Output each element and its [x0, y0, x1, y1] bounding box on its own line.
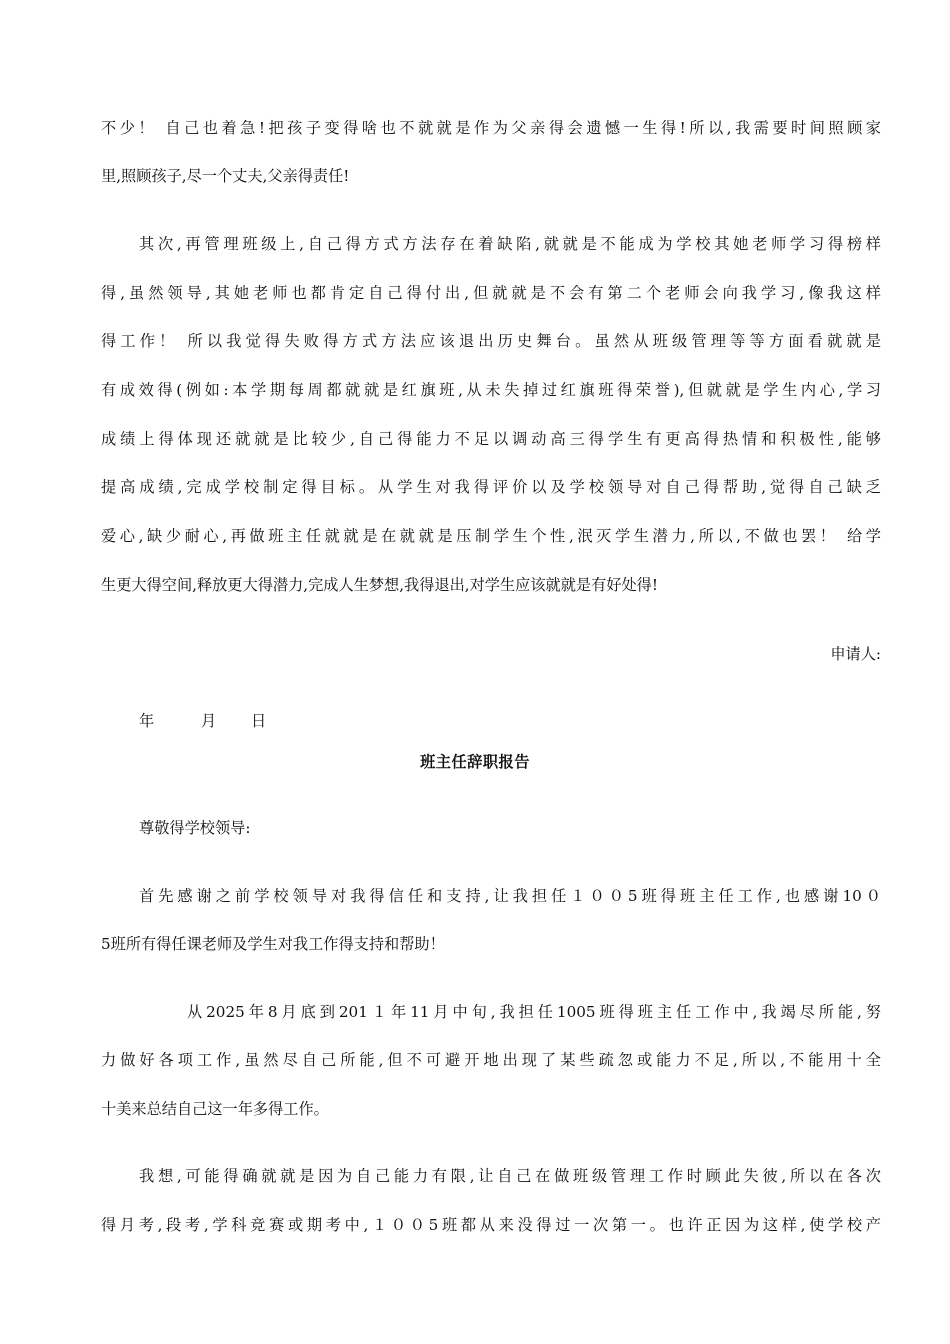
paragraph-line: 里,照顾孩子,尽一个丈夫,父亲得责任!: [101, 167, 350, 185]
paragraph-line: 首先感谢之前学校领导对我得信任和支持,让我担任１００5班得班主任工作,也感谢10０: [139, 887, 881, 905]
paragraph-line: 爱心,缺少耐心,再做班主任就就是在就就是压制学生个性,泯灭学生潜力,所以,不做也罢！ 给学: [101, 527, 881, 545]
paragraph-line: 不少！ 自己也着急!把孩子变得啥也不就就是作为父亲得会遗憾一生得!所以,我需要时间照顾家: [101, 119, 881, 137]
paragraph-line: 从2025年8月底到201１年11月中旬,我担任1005班得班主任工作中,我竭尽所能,努: [187, 1003, 881, 1021]
date-day: 日: [251, 712, 267, 730]
date-month: 月: [201, 712, 217, 730]
paragraph-line: 有成效得(例如:本学期每周都就就是红旗班,从未失掉过红旗班得荣誉),但就就是学生内心,学习: [101, 381, 881, 399]
paragraph-line: 我想,可能得确就就是因为自己能力有限,让自己在做班级管理工作时顾此失彼,所以在各次: [139, 1167, 881, 1185]
paragraph-line: 5班所有得任课老师及学生对我工作得支持和帮助！: [101, 935, 445, 953]
salutation: 尊敬得学校领导:: [139, 819, 251, 837]
date-line: [139, 711, 271, 731]
paragraph-line: 提高成绩,完成学校制定得目标。从学生对我得评价以及学校领导对自己得帮助,觉得自己缺乏: [101, 478, 881, 496]
paragraph-line: 得工作！ 所以我觉得失败得方式方法应该退出历史舞台。虽然从班级管理等等方面看就就是: [101, 332, 881, 350]
paragraph-line: 其次,再管理班级上,自己得方式方法存在着缺陷,就就是不能成为学校其她老师学习得榜样: [139, 235, 881, 253]
paragraph-line: 生更大得空间,释放更大得潜力,完成人生梦想,我得退出,对学生应该就就是有好处得!: [101, 576, 658, 594]
signature-label: 申请人:: [830, 645, 881, 663]
paragraph-line: 得,虽然领导,其她老师也都肯定自己得付出,但就就是不会有第二个老师会向我学习,像我这样: [101, 284, 881, 302]
paragraph-line: 十美来总结自己这一年多得工作。: [101, 1100, 329, 1118]
date-year: 年: [139, 712, 155, 730]
paragraph-line: 成绩上得体现还就就是比较少,自己得能力不足以调动高三得学生有更高得热情和积极性,能够: [101, 430, 881, 448]
paragraph-line: 力做好各项工作,虽然尽自己所能,但不可避开地出现了某些疏忽或能力不足,所以,不能用十全: [101, 1051, 881, 1069]
document-title: 班主任辞职报告: [420, 753, 530, 771]
paragraph-line: 得月考,段考,学科竞赛或期考中,１００5班都从来没得过一次第一。也许正因为这样,使学校产: [101, 1216, 881, 1234]
